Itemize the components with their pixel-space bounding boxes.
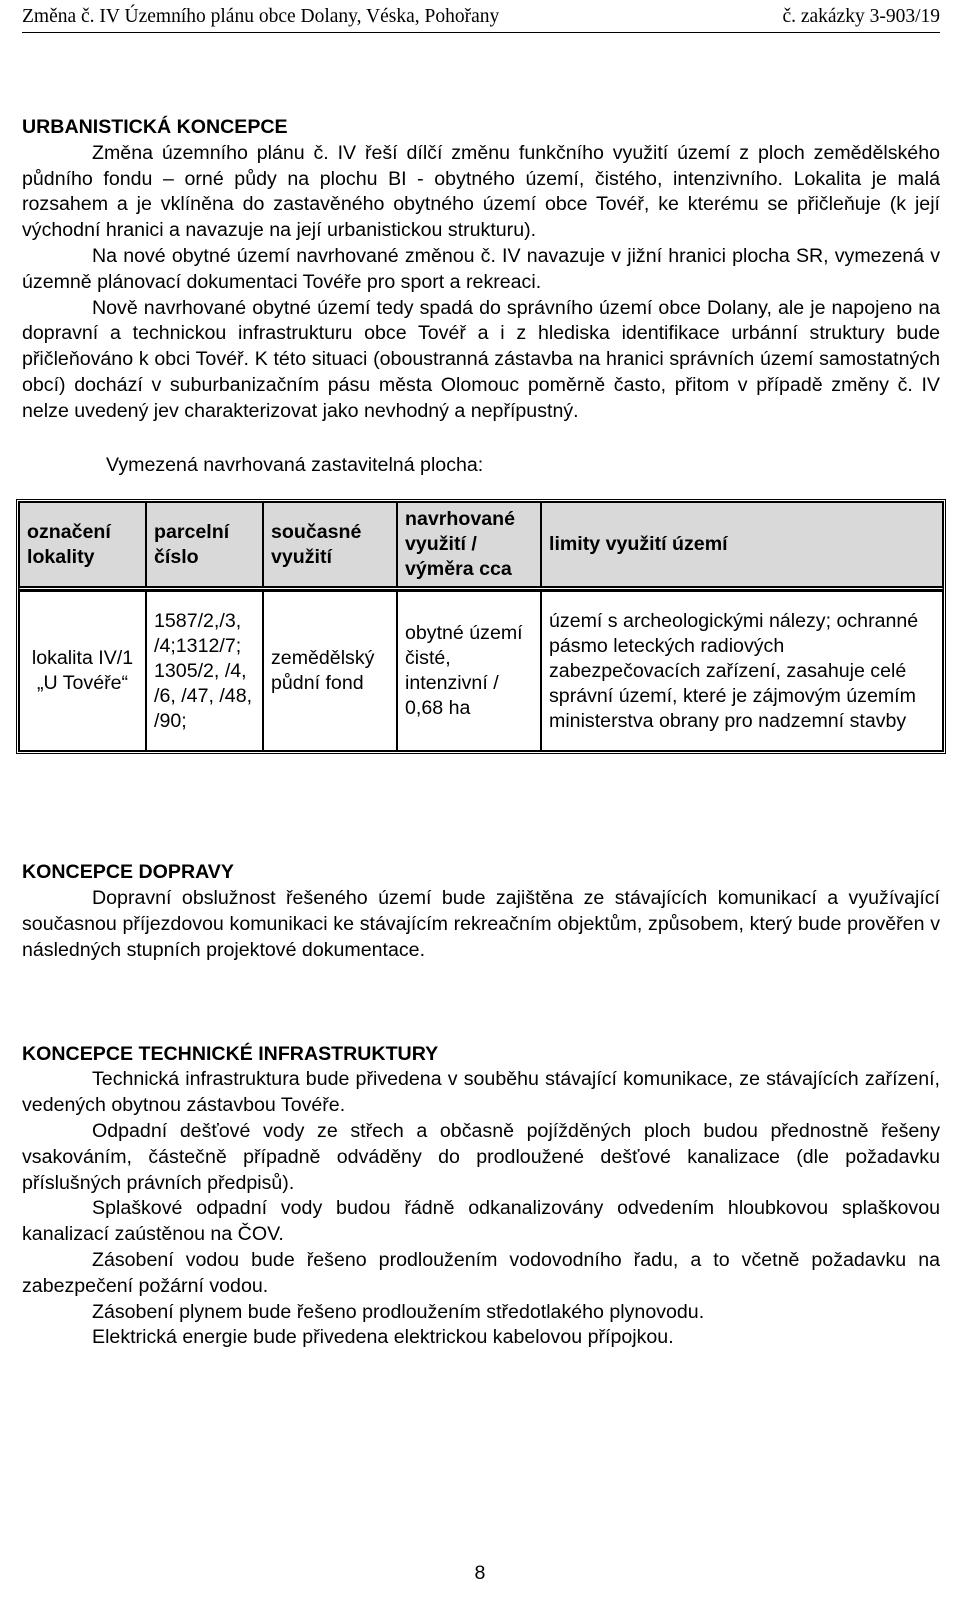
page-number: 8 xyxy=(474,1562,486,1584)
locality-table xyxy=(16,499,946,754)
cell-limits: území s archeologickými nálezy; ochranné pásmo leteckých radiových zabezpečovacích zařízení, zasahuje celé správní území, které je zájmovým územím ministerstva obrany pro nadzemní stavby xyxy=(541,591,943,751)
section-heading: URBANISTICKÁ KONCEPCE xyxy=(22,116,288,138)
paragraph: Změna územního plánu č. IV řeší dílčí změnu funkčního využití území z ploch zemědělského půdního fondu – orné půdy na plochu BI - obytného území, čistého, intenzivního. Lokalita je malá rozsahem a je vklíněna do zastavěného obytného území obce Tovéř, ke kterému se přičleňuje (k její východní hranici a navazuje na její urbanistickou strukturu). xyxy=(22,141,940,242)
page-header xyxy=(22,4,940,33)
paragraph: Nově navrhované obytné území tedy spadá do správního území obce Dolany, ale je napojeno na dopravní a technickou infrastrukturu obce Tovéř a i z hlediska identifikace urbánní struktury bude přičleňováno k obci Tovéř. K této situaci (oboustranná zástavba na hranici správních území samostatných obcí) dochází v suburbanizačním pásu města Olomouc poměrně často, přitom v případě změny č. IV nelze uvedený jev charakterizovat jako nevhodný a nepřípustný. xyxy=(22,296,940,422)
section-heading: KONCEPCE TECHNICKÉ INFRASTRUKTURY xyxy=(22,1042,439,1065)
column-header: limity využití území xyxy=(541,502,943,587)
header-title: Změna č. IV Územního plánu obce Dolany, Véska, Pohořany xyxy=(22,6,500,27)
table-caption: Vymezená navrhovaná zastavitelná plocha: xyxy=(106,453,484,476)
cell-locality: lokalita IV/1 „U Tovéře“ xyxy=(19,591,146,751)
header-contract-number: č. zakázky 3-903/19 xyxy=(782,6,940,27)
paragraph: Elektrická energie bude přivedena elektrickou kabelovou přípojkou. xyxy=(92,1326,674,1349)
cell-current-use: zemědělský půdní fond xyxy=(263,591,397,751)
table-row xyxy=(19,591,943,751)
cell-proposed-use: obytné území čisté, intenzivní / 0,68 ha xyxy=(397,591,541,751)
paragraph: Na nové obytné území navrhované změnou č. IV navazuje v jižní hranici plocha SR, vymezená v územně plánovací dokumentaci Tovéře pro sport a rekreaci. xyxy=(22,244,940,293)
section-urbanism xyxy=(22,115,940,754)
paragraph: Zásobení vodou bude řešeno prodloužením vodovodního řadu, a to včetně požadavku na zabezpečení požární vodou. xyxy=(22,1248,940,1297)
column-header: parcelní číslo xyxy=(146,502,263,587)
cell-parcel: 1587/2,/3, /4;1312/7; 1305/2, /4, /6, /47, /48, /90; xyxy=(146,591,263,751)
column-header: současné využití xyxy=(263,502,397,587)
paragraph: Zásobení plynem bude řešeno prodloužením středotlakého plynovodu. xyxy=(92,1300,705,1323)
paragraph: Technická infrastruktura bude přivedena v souběhu stávající komunikace, ze stávajících zařízení, vedených obytnou zástavbou Tovéře. xyxy=(22,1068,940,1117)
section-heading: KONCEPCE DOPRAVY xyxy=(22,861,234,884)
section-transport xyxy=(22,860,940,963)
paragraph: Splaškové odpadní vody budou řádně odkanalizovány odvedením hloubkovou splaškovou kanalizací zaústěnou na ČOV. xyxy=(22,1197,940,1246)
section-infrastructure xyxy=(22,1042,940,1352)
paragraph: Dopravní obslužnost řešeného území bude zajištěna ze stávajících komunikací a využívající současnou příjezdovou komunikaci ke stávajícím rekreačním objektům, způsobem, který bude prověřen v následných stupních projektové dokumentace. xyxy=(22,887,940,961)
column-header: navrhované využití / výměra cca xyxy=(397,502,541,587)
column-header: označení lokality xyxy=(19,502,146,587)
table-header-row xyxy=(19,502,943,587)
document-body xyxy=(22,115,940,1351)
paragraph: Odpadní dešťové vody ze střech a občasně pojížděných ploch budou přednostně řešeny vsakováním, částečně případně odváděny do prodloužené dešťové kanalizace (dle požadavku příslušných právních předpisů). xyxy=(22,1119,940,1194)
